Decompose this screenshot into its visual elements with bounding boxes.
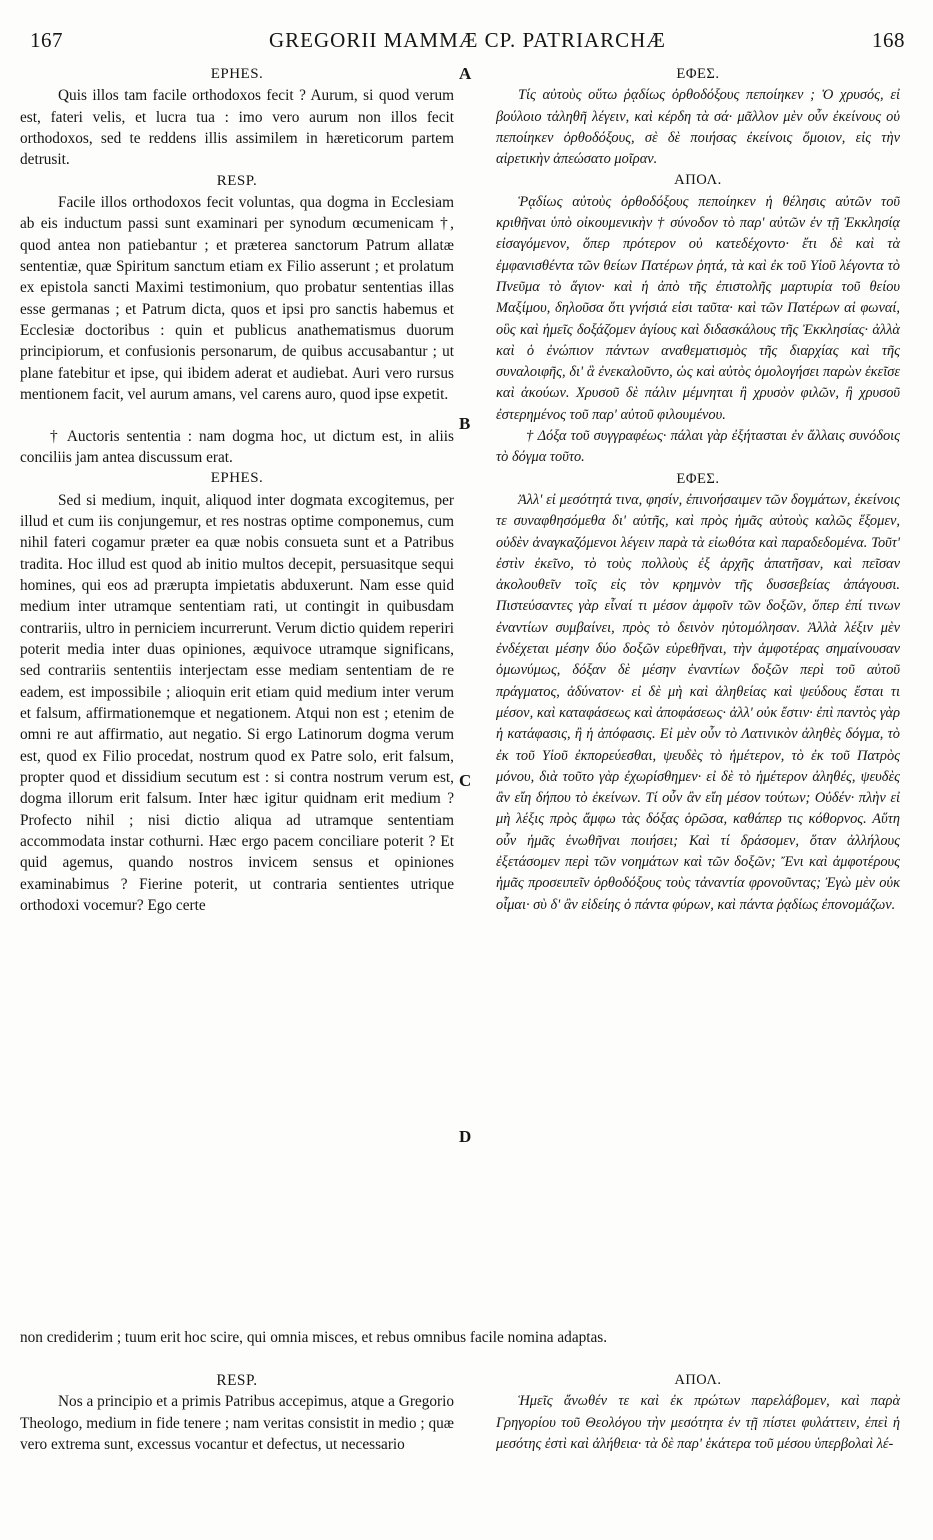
margin-letter-d: D [459,1127,472,1146]
greek-heading-ephes-2: ΕΦΕΣ. [676,470,720,487]
greek-lower-block [496,1370,900,1456]
page-number-left: 167 [30,28,63,52]
page-number-right: 168 [872,28,905,52]
latin-paragraph-2: Facile illos orthodoxos fecit voluntas, qua dogma in Ecclesiam ab eis inductum passi sunt examinari per synodum œcumenicam †, quod antea non patiebantur ; et præterea sanctorum Patrum allatæ sententiæ, quæ Spiritum sanctum etiam ex Filio asserunt ; et prolatum ex epistola sancti Maximi testimonium, quo probatur sententias illas esse germanas ; et Patrum dicta, quos et ipsi pro sanctis habemus et Ecclesiæ doctoribus : quin et publicus anathematismus duorum principiorum, et confusionis personarum, de quibus accusabantur ; ut plane fatebitur et ipse, qui ibidem aderat et audiebat. Auri vero rursus mentionem facit, vel aurum amans, vel carens auro, quod ipse expetit. [20,194,454,404]
latin-paragraph-4: Nos a principio et a primis Patribus accepimus, atque a Gregorio Theologo, medium in fide tenere ; nam veritas consistit in medio ; quæ vero extrema sunt, excessus vocantur et defectus, ut necessario [20,1393,454,1454]
running-header [30,28,905,58]
latin-lower-block [20,1370,454,1456]
latin-heading-ephes: EPHES. [210,66,264,82]
latin-heading-resp: RESP. [216,172,258,189]
greek-heading-apol-2: ΑΠΟΛ. [674,1372,722,1388]
margin-letter-a: A [459,64,472,83]
latin-full-width-line: non crediderim ; tuum erit hoc scire, qui omnia misces, et rebus omnibus facile nomina adaptas. [20,1329,608,1346]
greek-heading-ephes: ΕΦΕΣ. [676,66,720,82]
latin-paragraph-1: Quis illos tam facile orthodoxos fecit ? Aurum, si quod verum est, fateri velis, et lucra tua : imo vero aurum non illos fecit orthodoxos, sed te reddens illis assimilem in hæreticorum partem detrusit. [20,87,454,169]
latin-footnote: † Auctoris sententia : nam dogma hoc, ut dictum est, in aliis conciliis jam antea discussum erat. [20,427,454,466]
greek-paragraph-2: Ῥᾳδίως αὐτοὺς ὀρθοδόξους πεποίηκεν ἡ θέλησις αὐτῶν τοῦ κριθῆναι ὑπὸ οἰκουμενικὴν † σύνοδον τὸ παρ' αὐτῶν ἐν τῇ Ἐκκλησίᾳ εἰσαγόμενον, ὅπερ πρότερον οὐ κατεδέχοντο· ἔτι δὲ καὶ τὰ ἐμφανισθέντα τῶν θείων Πατέρων ῥητά, τὰ καὶ ἐκ τοῦ Υἱοῦ λέγοντα τὸ Πνεῦμα τὸ ἅγιον· καὶ ἡ ἀπὸ τῆς ἐπιστολῆς μαρτυρία τοῦ θείου Μαξίμου, δηλοῦσα ὅτι γνήσιά εἰσι ταῦτα· καὶ τῶν Πατέρων αἱ φωναί, οὓς καὶ ἡμεῖς δοξάζομεν ἁγίους καὶ διδασκάλους τῆς Ἐκκλησίας· ἀλλὰ καὶ ὁ ἐνώπιον πάντων αναθεματισμὸς τῆς διαρχίας καὶ τῆς συναλοιφῆς, δι' ἃ ἐνεκαλοῦντο, ὡς καὶ αὐτὸς ὁμολογήσει παρὼν ἐκεῖσε καὶ ἀκούων. Χρυσοῦ δὲ πάλιν μέμνηται ἢ χρυσὸν φιλῶν, ἢ χρυσοῦ ἐστερημένος τοῦ παρ' αὐτοῦ φιλουμένου. [496,193,900,423]
margin-letter-b: B [459,414,471,433]
latin-column [20,64,454,916]
latin-heading-resp-2: RESP. [216,1372,258,1389]
greek-footnote: † Δόξα τοῦ συγγραφέως· πάλαι γὰρ ἐξήτασται ἐν ἄλλαις συνόδοις τὸ δόγμα τοῦτο. [496,428,900,466]
latin-paragraph-3: Sed si medium, inquit, aliquod inter dogmata excogitemus, per illud et cum iis conjungemur, et res nostras optime componemus, cum nihil fateri cogamur præter ea quæ nobis consueta sunt et a Patribus tradita. Hoc illud est quod ab initio multos decepit, persuasitque sequi homines, qui eos ad prærupta impietatis abduxerunt. Nam esse quid medium inter utramque sententiam rati, ut contingit in quibusdam contrariis, ultro in perniciem incurrerunt. Verum dictio quidem reperiri poterit media inter duas opiniones, æquivoce utramque significans, sed contrariis sententiis interjectam esse mediam sententiam de re eadem, est impossibile ; alioquin erit etiam quid medium inter verum et falsum, affirmationemque et negationem. Atqui non est ; etenim de omni re aut affirmatio, aut negatio. Si ergo Latinorum dogma verum est, quod ex Filio procedat, nostrum quod ex Patre solo, erit falsum, propter quod et dissidium secutum est : si contra nostrum verum est, dogma illorum erit falsum. Inter hæc igitur quidnam erit medium ? Profecto nihil ; nisi dictio aliqua ad utramque sententiam accommodata instar cothurni. Hæc ergo pacem conciliare poterit ? Et quid agemus, quando nostros invicem sensus et opiniones examinabimus ? Fierine poterit, ut contraria sentientes utrique orthodoxi vocemur? Ego certe [20,491,454,915]
running-title: GREGORII MAMMÆ CP. PATRIARCHÆ [269,28,666,52]
greek-column [496,64,900,916]
greek-paragraph-1: Τίς αὐτοὺς οὕτω ῥᾳδίως ὀρθοδόξους πεποίηκεν ; Ὁ χρυσός, εἰ βούλοιο τἀληθῆ λέγειν, καὶ κέρδη τὰ σά· μᾶλλον μὲν οὖν ἐκείνους οὐ πεποίηκεν ὀρθοδόξους, σὲ δὲ ποιήσας ἐκείνοις ὅμοιον, εἰς τὴν αἱρετικὴν ἀπεώσατο μοῖραν. [496,87,900,168]
latin-heading-ephes-2: EPHES. [210,470,264,487]
greek-paragraph-3: Ἀλλ' εἰ μεσότητά τινα, φησίν, ἐπινοήσαιμεν τῶν δογμάτων, ἐκείνοις τε συναφθησόμεθα δι' αὐτῆς, καὶ πρὸς ἡμᾶς αὐτοὺς καλῶς ἕξομεν, οὐδὲν ἀναγκαζόμενοι λέγειν παρὰ τὰ εἰωθότα καὶ παραδεδομένα. Τοῦτ' ἐστὶν ἐκεῖνο, τὸ τοὺς πολλοὺς ἐξ ἀρχῆς ἀπατῆσαν, καὶ πεῖσαν ἀκολουθεῖν τοῖς εἰς τὸν κρημνὸν τῆς δυσσεβείας ἀπάγουσι. Πιστεύσαντες γὰρ εἶναί τι μέσον ἀμφοῖν τῶν δοξῶν, ὅπερ ἐπί τινων ἐναντίων συμβαίνει, πρὸς τὸ δεινὸν ηὐτομόλησαν. Ἀλλὰ λέξιν μὲν ἐνδέχεται μέσην δύο δοξῶν εὑρεθῆναι, τὴν ἀμφοτέρας σημαίνουσαν ὁμωνύμως, δόξαν δὲ μέσην ἐναντίων δοξῶν περὶ τοῦ αὐτοῦ πράγματος, ἀδύνατον· εἰ δὲ μὴ καὶ ἀληθείας καὶ ψεύδους ἔσται τι μέσον, καὶ καταφάσεως καὶ ἀποφάσεως· ἀλλ' οὐκ ἔστιν· ἐπὶ παντὸς γὰρ ἡ κατάφασις, ἢ ἡ ἀπόφασις. Εἰ μὲν οὖν τὸ Λατινικὸν ἀληθὲς δόγμα, τὸ ἐκ τοῦ Υἱοῦ ἐκπορεύεσθαι, ψευδὲς τὸ ἡμέτερον, τὸ ἐκ τοῦ Πατρὸς μόνου, διὰ τοῦτο γὰρ ἐχωρίσθημεν· εἰ δὲ τὸ ἡμέτερον ἀληθές, ψευδὲς ἂν εἴη δήπου τὸ ἐκείνων. Τί οὖν ἂν εἴη μέσον τούτων; Οὐδέν· πλὴν εἰ μὴ λέξις πρὸς ἄμφω τὰς δόξας ὁρῶσα, καθάπερ τις κόθορνος. Αὕτη οὖν ἡμᾶς ἑνωθῆναι ποιήσει; Καὶ τί δράσομεν, ὅταν ἀλλήλους ἐξετάσομεν περὶ τῶν νοημάτων καὶ τῶν δοξῶν; Ἔνι καὶ ἀμφοτέρους ἡμᾶς προσειπεῖν ὀρθοδόξους τοὺς τἀναντία φρονοῦντας; Ἐγὼ μὲν οὐκ οἶμαι· σὺ δ' ἂν εἰδείης ὁ πάντα φύρων, καὶ πάντα ῥᾳδίως ἐπονομάζων. [496,491,900,913]
margin-letter-c: C [459,771,472,790]
greek-paragraph-4: Ἡμεῖς ἄνωθέν τε καὶ ἐκ πρώτων παρελάβομεν, καὶ παρὰ Γρηγορίου τοῦ Θεολόγου τὴν μεσότητα ἐν τῇ πίστει φυλάττειν, ἐπεὶ ἡ μεσότης ἐστὶ καὶ ἀλήθεια· τὰ δὲ παρ' ἑκάτερα τοῦ μέσου ὑπερβολαὶ λέ- [496,1393,900,1453]
greek-heading-apol: ΑΠΟΛ. [674,172,722,189]
